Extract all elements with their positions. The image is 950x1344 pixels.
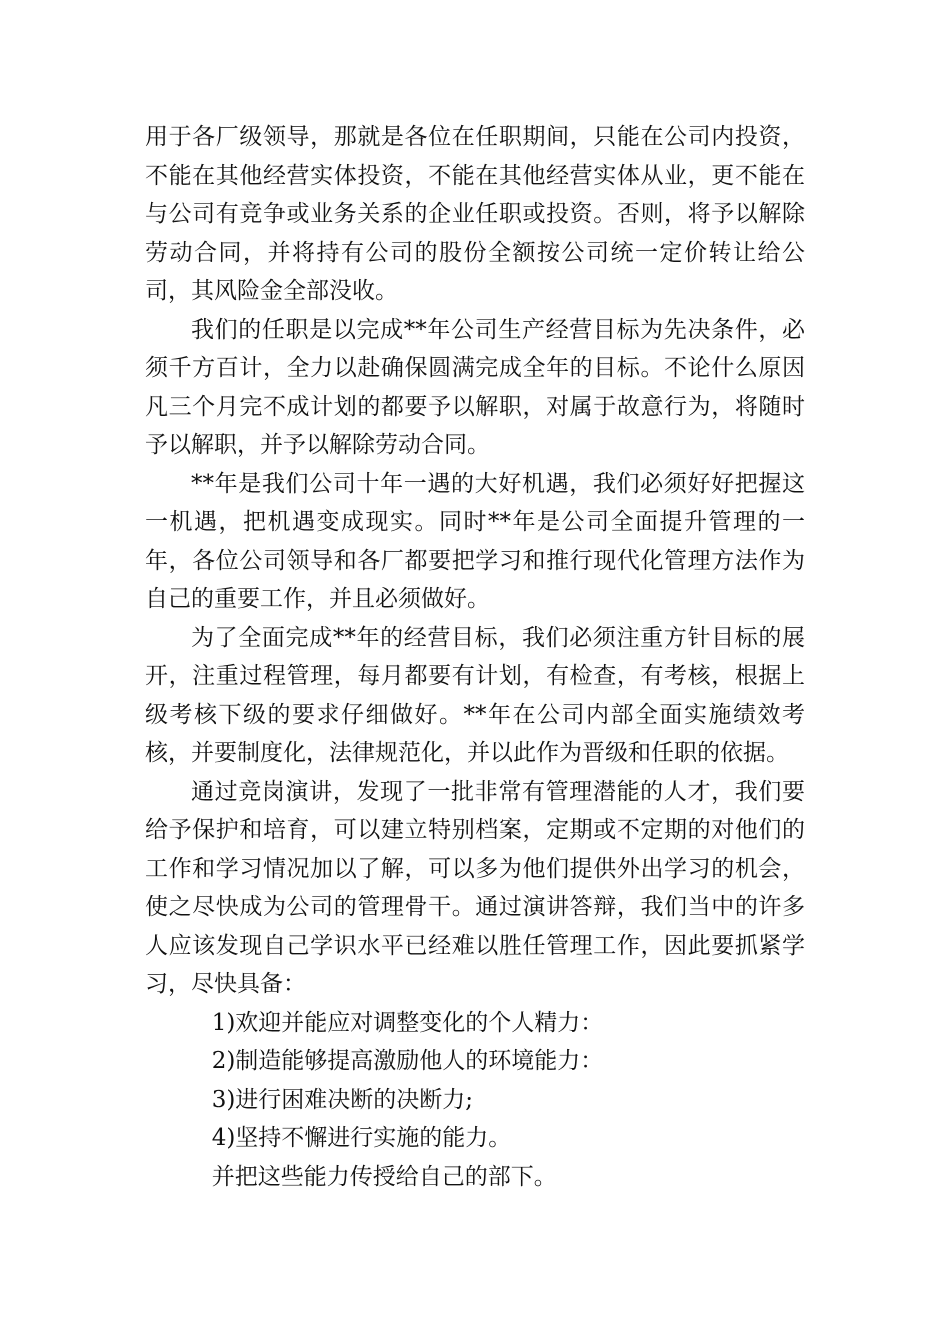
- paragraph-opportunity: **年是我们公司十年一遇的大好机遇，我们必须好好把握这一机遇，把机遇变成现实。同时**年是公司全面提升管理的一年，各位公司领导和各厂都要把学习和推行现代化管理方法作为自己的重要工作，并且必须做好。: [145, 470, 805, 612]
- paragraph-targets: 为了全面完成**年的经营目标，我们必须注重方针目标的展开，注重过程管理，每月都要有计划，有检查，有考核，根据上级考核下级的要求仔细做好。**年在公司内部全面实施绩效考核，并要制度化，法律规范化，并以此作为晋级和任职的依据。: [145, 624, 805, 766]
- list-item: 1)欢迎并能应对调整变化的个人精力：: [211, 1009, 604, 1036]
- list-item: 4)坚持不懈进行实施的能力。: [211, 1125, 512, 1151]
- paragraph-closing: 并把这些能力传授给自己的部下。: [211, 1163, 557, 1190]
- document-page: [145, 118, 805, 1196]
- paragraph-task-condition: 我们的任职是以完成**年公司生产经营目标为先决条件，必须千方百计，全力以赴确保圆满完成全年的目标。不论什么原因凡三个月完不成计划的都要予以解职，对属于故意行为，将随时予以解职，并予以解除劳动合同。: [145, 316, 805, 458]
- paragraph-talent: 通过竞岗演讲，发现了一批非常有管理潜能的人才，我们要给予保护和培育，可以建立特别档案，定期或不定期的对他们的工作和学习情况加以了解，可以多为他们提供外出学习的机会，使之尽快成为公司的管理骨干。通过演讲答辩，我们当中的许多人应该发现自己学识水平已经难以胜任管理工作，因此要抓紧学习，尽快具备：: [145, 778, 805, 997]
- list-item: 2)制造能够提高激励他人的环境能力：: [211, 1048, 604, 1074]
- list-item: 3)进行困难决断的决断力;: [211, 1086, 474, 1113]
- paragraph-continuation: 用于各厂级领导，那就是各位在任职期间，只能在公司内投资，不能在其他经营实体投资，不能在其他经营实体从业，更不能在与公司有竞争或业务关系的企业任职或投资。否则，将予以解除劳动合同，并将持有公司的股份全额按公司统一定价转让给公司，其风险金全部没收。: [145, 124, 805, 304]
